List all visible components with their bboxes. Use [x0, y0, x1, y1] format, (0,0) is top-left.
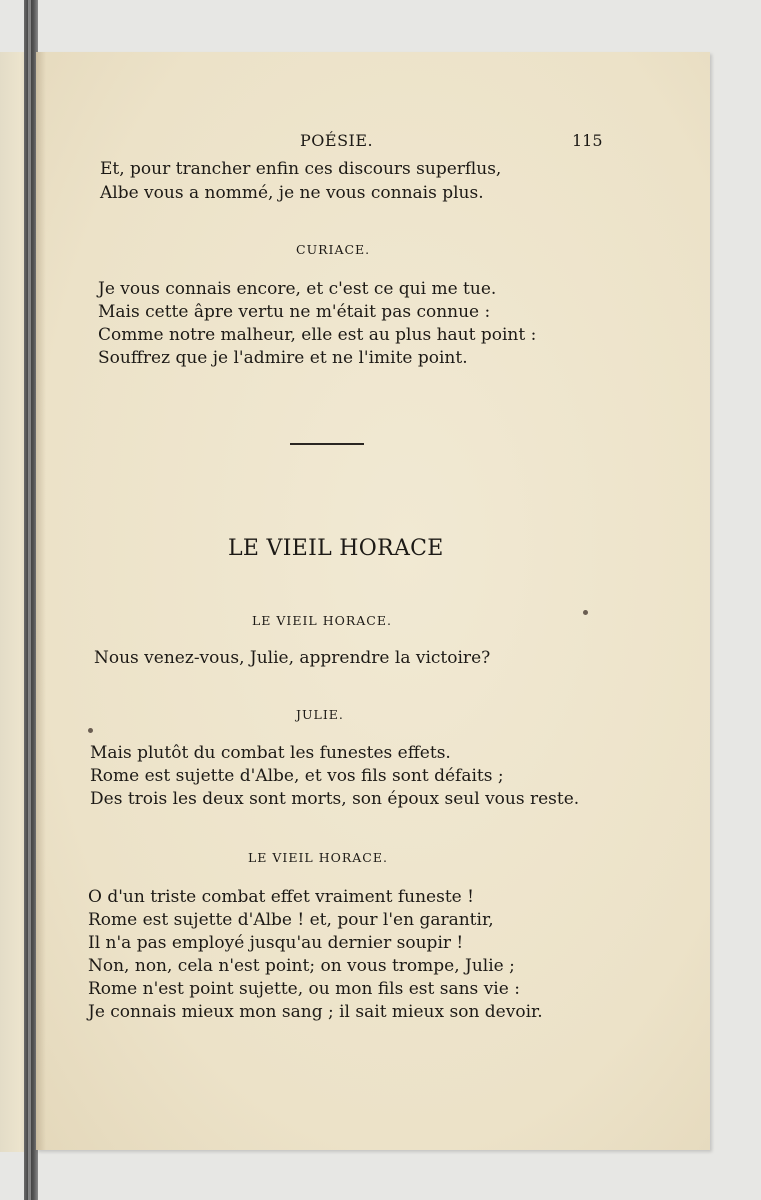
spine-highlight — [28, 0, 31, 1200]
verse-line: Il n'a pas employé jusqu'au dernier soupir ! — [88, 933, 464, 953]
running-head: POÉSIE. — [300, 131, 374, 150]
verse-line: Rome est sujette d'Albe, et vos fils sont défaits ; — [90, 766, 504, 786]
verse-line: Comme notre malheur, elle est au plus haut point : — [98, 325, 537, 345]
verse-line: Souffrez que je l'admire et ne l'imite point. — [98, 348, 468, 368]
page-gutter-shadow — [36, 52, 46, 1150]
page-number: 115 — [572, 131, 603, 150]
verse-line: O d'un triste combat effet vraiment funeste ! — [88, 887, 474, 907]
verse-line: Mais cette âpre vertu ne m'était pas connue : — [98, 302, 491, 322]
section-title: LE VIEIL HORACE — [228, 536, 444, 561]
book-page — [36, 52, 710, 1150]
ink-speck — [88, 728, 93, 733]
speaker-julie: JULIE. — [296, 707, 344, 722]
speaker-vieil-horace: LE VIEIL HORACE. — [248, 850, 388, 865]
speaker-curiace: CURIACE. — [296, 242, 371, 257]
verse-line: Et, pour trancher enfin ces discours superflus, — [100, 159, 502, 179]
section-divider-rule — [290, 443, 364, 445]
verse-line: Nous venez-vous, Julie, apprendre la victoire? — [94, 648, 491, 668]
verse-line: Non, non, cela n'est point; on vous trompe, Julie ; — [88, 956, 515, 976]
verse-line: Albe vous a nommé, je ne vous connais plus. — [100, 183, 484, 203]
ink-speck — [583, 610, 588, 615]
verse-line: Je vous connais encore, et c'est ce qui me tue. — [98, 279, 497, 299]
verse-line: Des trois les deux sont morts, son époux seul vous reste. — [90, 789, 580, 809]
verse-line: Rome est sujette d'Albe ! et, pour l'en garantir, — [88, 910, 494, 930]
speaker-vieil-horace: LE VIEIL HORACE. — [252, 613, 392, 628]
verse-line: Rome n'est point sujette, ou mon fils est sans vie : — [88, 979, 520, 999]
verse-line: Mais plutôt du combat les funestes effets. — [90, 743, 451, 763]
verse-line: Je connais mieux mon sang ; il sait mieux son devoir. — [88, 1002, 543, 1022]
